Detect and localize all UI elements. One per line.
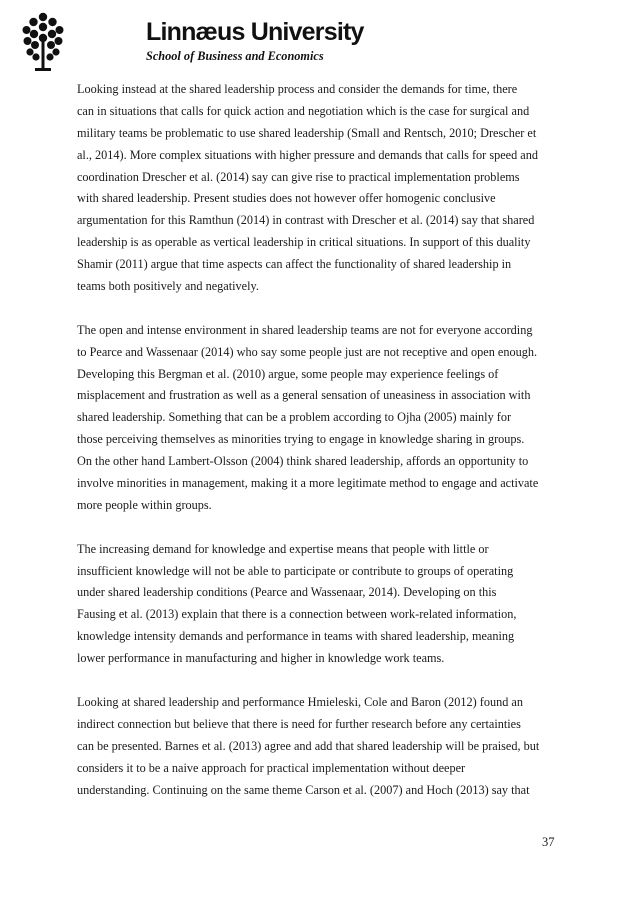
text-line: leadership is as operable as vertical leadership in critical situations. In support of this duality (77, 235, 531, 250)
text-line: more people within groups. (77, 497, 212, 512)
text-line: shared leadership. Something that can be a problem according to Ojha (2005) mainly for (77, 410, 512, 425)
text-line: Looking at shared leadership and performance Hmieleski, Cole and Baron (2012) found an (77, 694, 523, 709)
document-body (77, 79, 563, 823)
text-line: understanding. Continuing on the same theme Carson et al. (2007) and Hoch (2013) say that (77, 782, 530, 797)
text-line: insufficient knowledge will not be able to participate or contribute to groups of operating (77, 563, 514, 578)
text-line: with shared leadership. Present studies does not however offer homogenic conclusive (77, 191, 496, 206)
university-name: Linnæus University (146, 18, 364, 46)
linnaeus-tree-logo (22, 12, 64, 72)
text-line: Fausing et al. (2013) explain that there is a connection between work-related information, (77, 607, 517, 622)
paragraph (77, 320, 563, 517)
text-line: coordination Drescher et al. (2014) say can give rise to practical implementation problems (77, 169, 520, 184)
text-line: considers it to be a naive approach for practical implementation without deeper (77, 760, 466, 775)
text-line: argumentation for this Ramthun (2014) in contrast with Drescher et al. (2014) say that shared (77, 213, 535, 228)
text-line: teams both positively and negatively. (77, 279, 259, 294)
school-name: School of Business and Economics (146, 49, 324, 63)
text-line: al., 2014). More complex situations with higher pressure and demands that calls for speed and (77, 147, 538, 162)
text-line: those perceiving themselves as minorities trying to engage in knowledge sharing in groups. (77, 432, 525, 447)
paragraph (77, 692, 563, 801)
paragraph (77, 539, 563, 670)
text-line: military teams be problematic to use shared leadership (Small and Rentsch, 2010; Drescher et (77, 125, 537, 140)
page-number: 37 (542, 835, 555, 849)
text-line: The open and intense environment in shared leadership teams are not for everyone according (77, 322, 533, 337)
text-line: indirect connection but believe that there is need for further research before any certainties (77, 716, 521, 731)
text-line: lower performance in manufacturing and higher in knowledge work teams. (77, 651, 445, 666)
text-line: knowledge intensity demands and performance in teams with shared leadership, meaning (77, 629, 515, 644)
text-line: involve minorities in management, making it a more legitimate method to engage and activate (77, 476, 539, 491)
paragraph (77, 79, 563, 298)
text-line: Shamir (2011) argue that time aspects can affect the functionality of shared leadership in (77, 257, 512, 272)
text-line: Looking instead at the shared leadership process and consider the demands for time, there (77, 82, 518, 96)
text-line: The increasing demand for knowledge and expertise means that people with little or (77, 541, 489, 556)
text-line: Developing this Bergman et al. (2010) argue, some people may experience feelings of (77, 366, 499, 381)
text-line: under shared leadership conditions (Pearce and Wassenaar, 2014). Developing on this (77, 585, 497, 600)
text-line: can be presented. Barnes et al. (2013) agree and add that shared leadership will be praised, but (77, 738, 540, 753)
text-line: can in situations that calls for quick action and negotiation which is the case for surgical and (77, 103, 530, 118)
text-line: On the other hand Lambert-Olsson (2004) think shared leadership, affords an opportunity to (77, 454, 529, 469)
text-line: to Pearce and Wassenaar (2014) who say some people just are not receptive and open enough. (77, 344, 538, 359)
text-line: misplacement and frustration as well as a general sensation of uneasiness in association with (77, 388, 531, 403)
